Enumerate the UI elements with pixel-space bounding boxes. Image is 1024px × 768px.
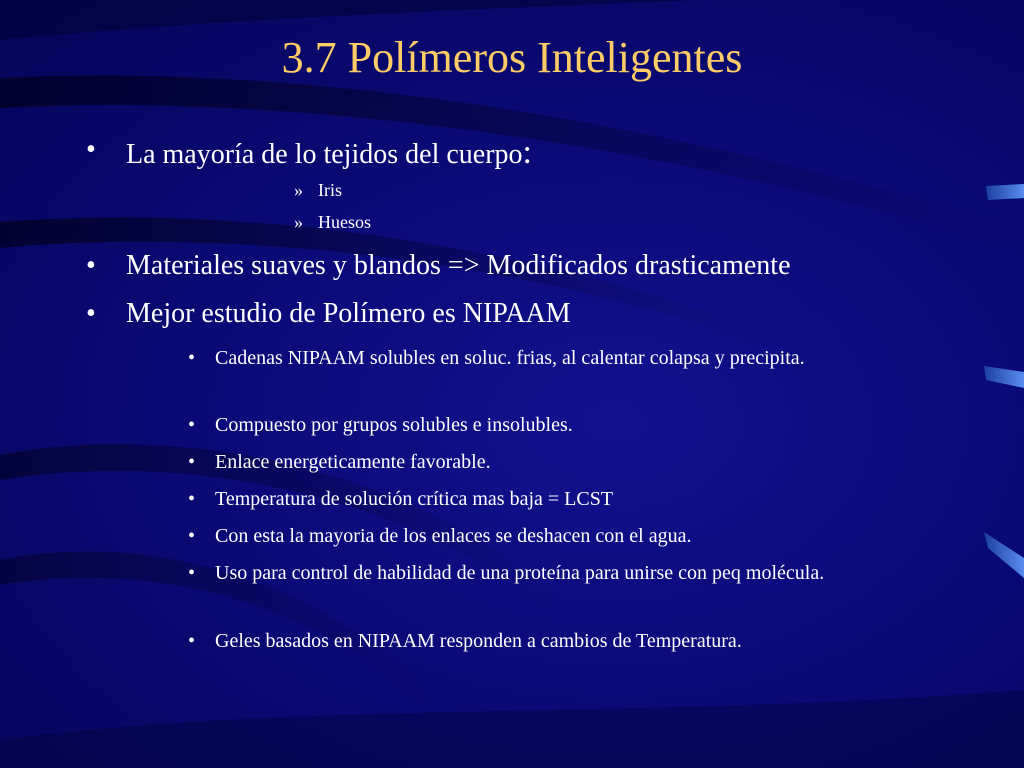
bullet-text: Iris: [318, 180, 342, 200]
bullet-text: Enlace energeticamente favorable.: [215, 451, 491, 473]
bullet-icon: •: [188, 347, 196, 369]
bullet-icon: •: [86, 250, 96, 281]
bullet-text: Cadenas NIPAAM solubles en soluc. frias, al calentar colapsa y precipita.: [215, 347, 805, 369]
bullet-icon: •: [86, 134, 96, 165]
slide-title: 3.7 Polímeros Inteligentes: [281, 33, 743, 82]
bullet-text: Materiales suaves y blandos => Modificados drasticamente: [126, 250, 791, 281]
bullet-text: Uso para control de habilidad de una proteína para unirse con peq molécula.: [215, 562, 825, 584]
bullet-text: Geles basados en NIPAAM responden a cambios de Temperatura.: [215, 630, 742, 652]
chevron-bullet-icon: »: [294, 212, 303, 232]
chevron-bullet-icon: »: [294, 180, 303, 200]
accent-mark-1: [986, 184, 1024, 200]
bullet-icon: •: [188, 414, 196, 436]
bullet-text: Temperatura de solución crítica mas baja = LCST: [215, 488, 614, 510]
bullet-text: Con esta la mayoria de los enlaces se deshacen con el agua.: [215, 525, 692, 547]
colon-suffix: :: [522, 134, 532, 171]
bullet-icon: •: [188, 451, 196, 473]
bullet-icon: •: [86, 298, 96, 329]
bullet-text: La mayoría de lo tejidos del cuerpo: [126, 139, 523, 170]
bullet-icon: •: [188, 630, 196, 652]
bullet-text: Huesos: [318, 212, 371, 232]
bullet-text: Mejor estudio de Polímero es NIPAAM: [126, 298, 571, 329]
bullet-icon: •: [188, 525, 196, 547]
accent-mark-2: [984, 366, 1024, 388]
bullet-icon: •: [188, 488, 196, 510]
bullet-icon: •: [188, 562, 196, 584]
bullet-text: Compuesto por grupos solubles e insolubles.: [215, 414, 573, 436]
accent-mark-3: [984, 532, 1024, 578]
